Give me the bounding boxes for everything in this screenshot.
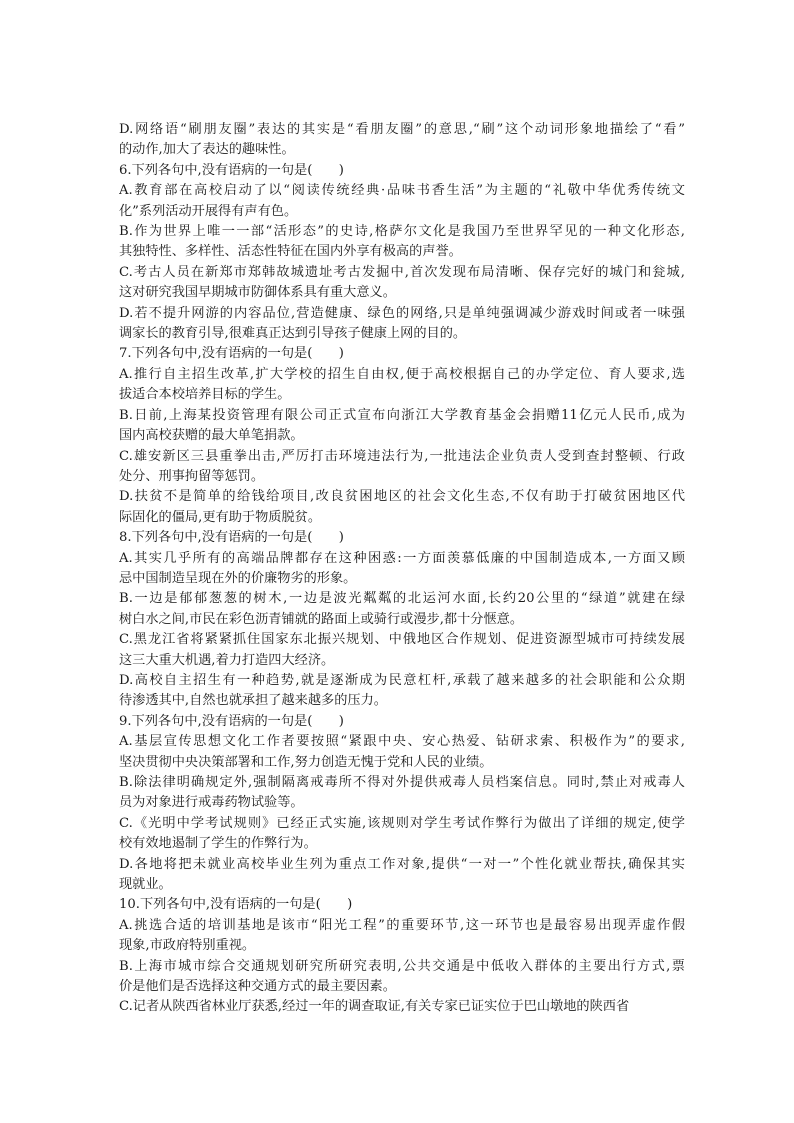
- text-line: 员为对象进行戒毒药物试验等。: [119, 795, 304, 811]
- text-line: 拔适合本校培养目标的学生。: [119, 387, 291, 403]
- text-line: D.网络语“刷朋友圈”表达的其实是“看朋友圈”的意思,“刷”这个动词形象地描绘了“看”: [119, 122, 685, 137]
- text-line: C.《光明中学考试规则》已经正式实施,该规则对学生考试作弊行为做出了详细的规定,使学: [119, 815, 685, 831]
- question-heading: [119, 712, 685, 732]
- text-line: D.若不提升网游的内容品位,营造健康、绿色的网络,只是单纯强调减少游戏时间或者一味强: [119, 305, 685, 321]
- text-line: 其独特性、多样性、活态性特征在国内外享有极高的声誉。: [119, 244, 462, 260]
- answer-option: [119, 263, 685, 304]
- question-heading: [119, 344, 685, 364]
- answer-option: [119, 487, 685, 528]
- text-line: A.基层宣传思想文化工作者要按照“紧跟中央、安心热爱、钻研求索、积极作为”的要求,: [119, 734, 685, 750]
- text-line: D.各地将把未就业高校毕业生列为重点工作对象,提供“一对一”个性化就业帮扶,确保其实: [119, 856, 685, 872]
- text-line: 处分、刑事拘留等惩罚。: [119, 468, 265, 484]
- answer-option: [119, 997, 685, 1017]
- text-line: C.雄安新区三县重拳出击,严厉打击环境违法行为,一批违法企业负责人受到查封整顿、行政: [119, 448, 685, 464]
- text-line: 坚决贯彻中央决策部署和工作,努力创造无愧于党和人民的业绩。: [119, 754, 493, 770]
- answer-option: [119, 814, 685, 855]
- text-line: 调家长的教育引导,很难真正达到引导孩子健康上网的目的。: [119, 326, 467, 342]
- text-line: 7.下列各句中,没有语病的一句是( ): [119, 346, 344, 362]
- text-line: D.扶贫不是简单的给钱给项目,改良贫困地区的社会文化生态,不仅有助于打破贫困地区代: [119, 489, 685, 505]
- text-line: 这对研究我国早期城市防御体系具有重大意义。: [119, 285, 396, 301]
- text-line: 化”系列活动开展得有声有色。: [119, 203, 298, 219]
- answer-option: [119, 549, 685, 590]
- text-line: 校有效地遏制了学生的作弊行为。: [119, 836, 317, 852]
- question-heading: [119, 161, 685, 181]
- text-line: 现象,市政府特别重视。: [119, 938, 256, 954]
- answer-option: [119, 120, 685, 161]
- text-line: A.挑选合适的培训基地是该市“阳光工程”的重要环节,这一环节也是最容易出现弄虚作假: [119, 917, 685, 933]
- text-line: 9.下列各句中,没有语病的一句是( ): [119, 713, 344, 729]
- text-line: D.高校自主招生有一种趋势,就是逐渐成为民意杠杆,承载了越来越多的社会职能和公众期: [119, 672, 685, 688]
- answer-option: [119, 957, 685, 998]
- text-line: 价是他们是否选择这种交通方式的最主要因素。: [119, 979, 396, 995]
- text-line: B.除法律明确规定外,强制隔离戒毒所不得对外提供戒毒人员档案信息。同时,禁止对戒毒人: [119, 775, 685, 790]
- text-line: A.教育部在高校启动了以“阅读传统经典·品味书香生活”为主题的“礼敬中华优秀传统文: [119, 183, 685, 199]
- exam-text-body: [119, 120, 685, 1018]
- text-line: 6.下列各句中,没有语病的一句是( ): [119, 162, 344, 178]
- text-line: 国内高校获赠的最大单笔捐款。: [119, 428, 304, 444]
- answer-option: [119, 855, 685, 896]
- text-line: B.日前,上海某投资管理有限公司正式宣布向浙江大学教育基金会捐赠11亿元人民币,成为: [119, 407, 685, 423]
- answer-option: [119, 671, 685, 712]
- answer-option: [119, 222, 685, 263]
- answer-option: [119, 589, 685, 630]
- text-line: C.黑龙江省将紧紧抓住国家东北振兴规划、中俄地区合作规划、促进资源型城市可持续发展: [119, 632, 685, 648]
- text-line: A.推行自主招生改革,扩大学校的招生自由权,便于高校根据自己的办学定位、育人要求,选: [119, 366, 685, 382]
- text-line: B.作为世界上唯一一部“活形态”的史诗,格萨尔文化是我国乃至世界罕见的一种文化形态,: [119, 224, 685, 240]
- text-line: A.其实几乎所有的高端品牌都存在这种困惑:一方面羡慕低廉的中国制造成本,一方面又顾: [119, 550, 685, 566]
- text-line: 树白水之间,市民在彩色沥青铺就的路面上或骑行或漫步,都十分惬意。: [119, 611, 524, 627]
- text-line: 忌中国制造呈现在外的价廉物劣的形象。: [119, 570, 357, 586]
- answer-option: [119, 773, 685, 814]
- answer-option: [119, 630, 685, 671]
- answer-option: [119, 304, 685, 345]
- text-line: B.一边是郁郁葱葱的树木,一边是波光粼粼的北运河水面,长约20公里的“绿道”就建在绿: [119, 591, 685, 607]
- answer-option: [119, 916, 685, 957]
- text-line: 现就业。: [119, 877, 172, 893]
- text-line: 待渗透其中,自然也就承担了越来越多的压力。: [119, 693, 387, 709]
- text-line: 的动作,加大了表达的趣味性。: [119, 142, 295, 158]
- answer-option: [119, 406, 685, 447]
- text-line: C.记者从陕西省林业厅获悉,经过一年的调查取证,有关专家已证实位于巴山墩地的陕西省: [119, 999, 630, 1015]
- text-line: 10.下列各句中,没有语病的一句是( ): [119, 897, 353, 913]
- text-line: 这三大重大机遇,着力打造四大经济。: [119, 652, 335, 668]
- answer-option: [119, 181, 685, 222]
- text-line: B.上海市城市综合交通规划研究所研究表明,公共交通是中低收入群体的主要出行方式,票: [119, 958, 685, 974]
- text-line: 际固化的僵局,更有助于物质脱贫。: [119, 509, 322, 525]
- answer-option: [119, 365, 685, 406]
- text-line: 8.下列各句中,没有语病的一句是( ): [119, 530, 344, 546]
- answer-option: [119, 447, 685, 488]
- question-heading: [119, 895, 685, 915]
- question-heading: [119, 528, 685, 548]
- answer-option: [119, 732, 685, 773]
- text-line: C.考古人员在新郑市郑韩故城遗址考古发掘中,首次发现布局清晰、保存完好的城门和瓮城,: [119, 264, 685, 280]
